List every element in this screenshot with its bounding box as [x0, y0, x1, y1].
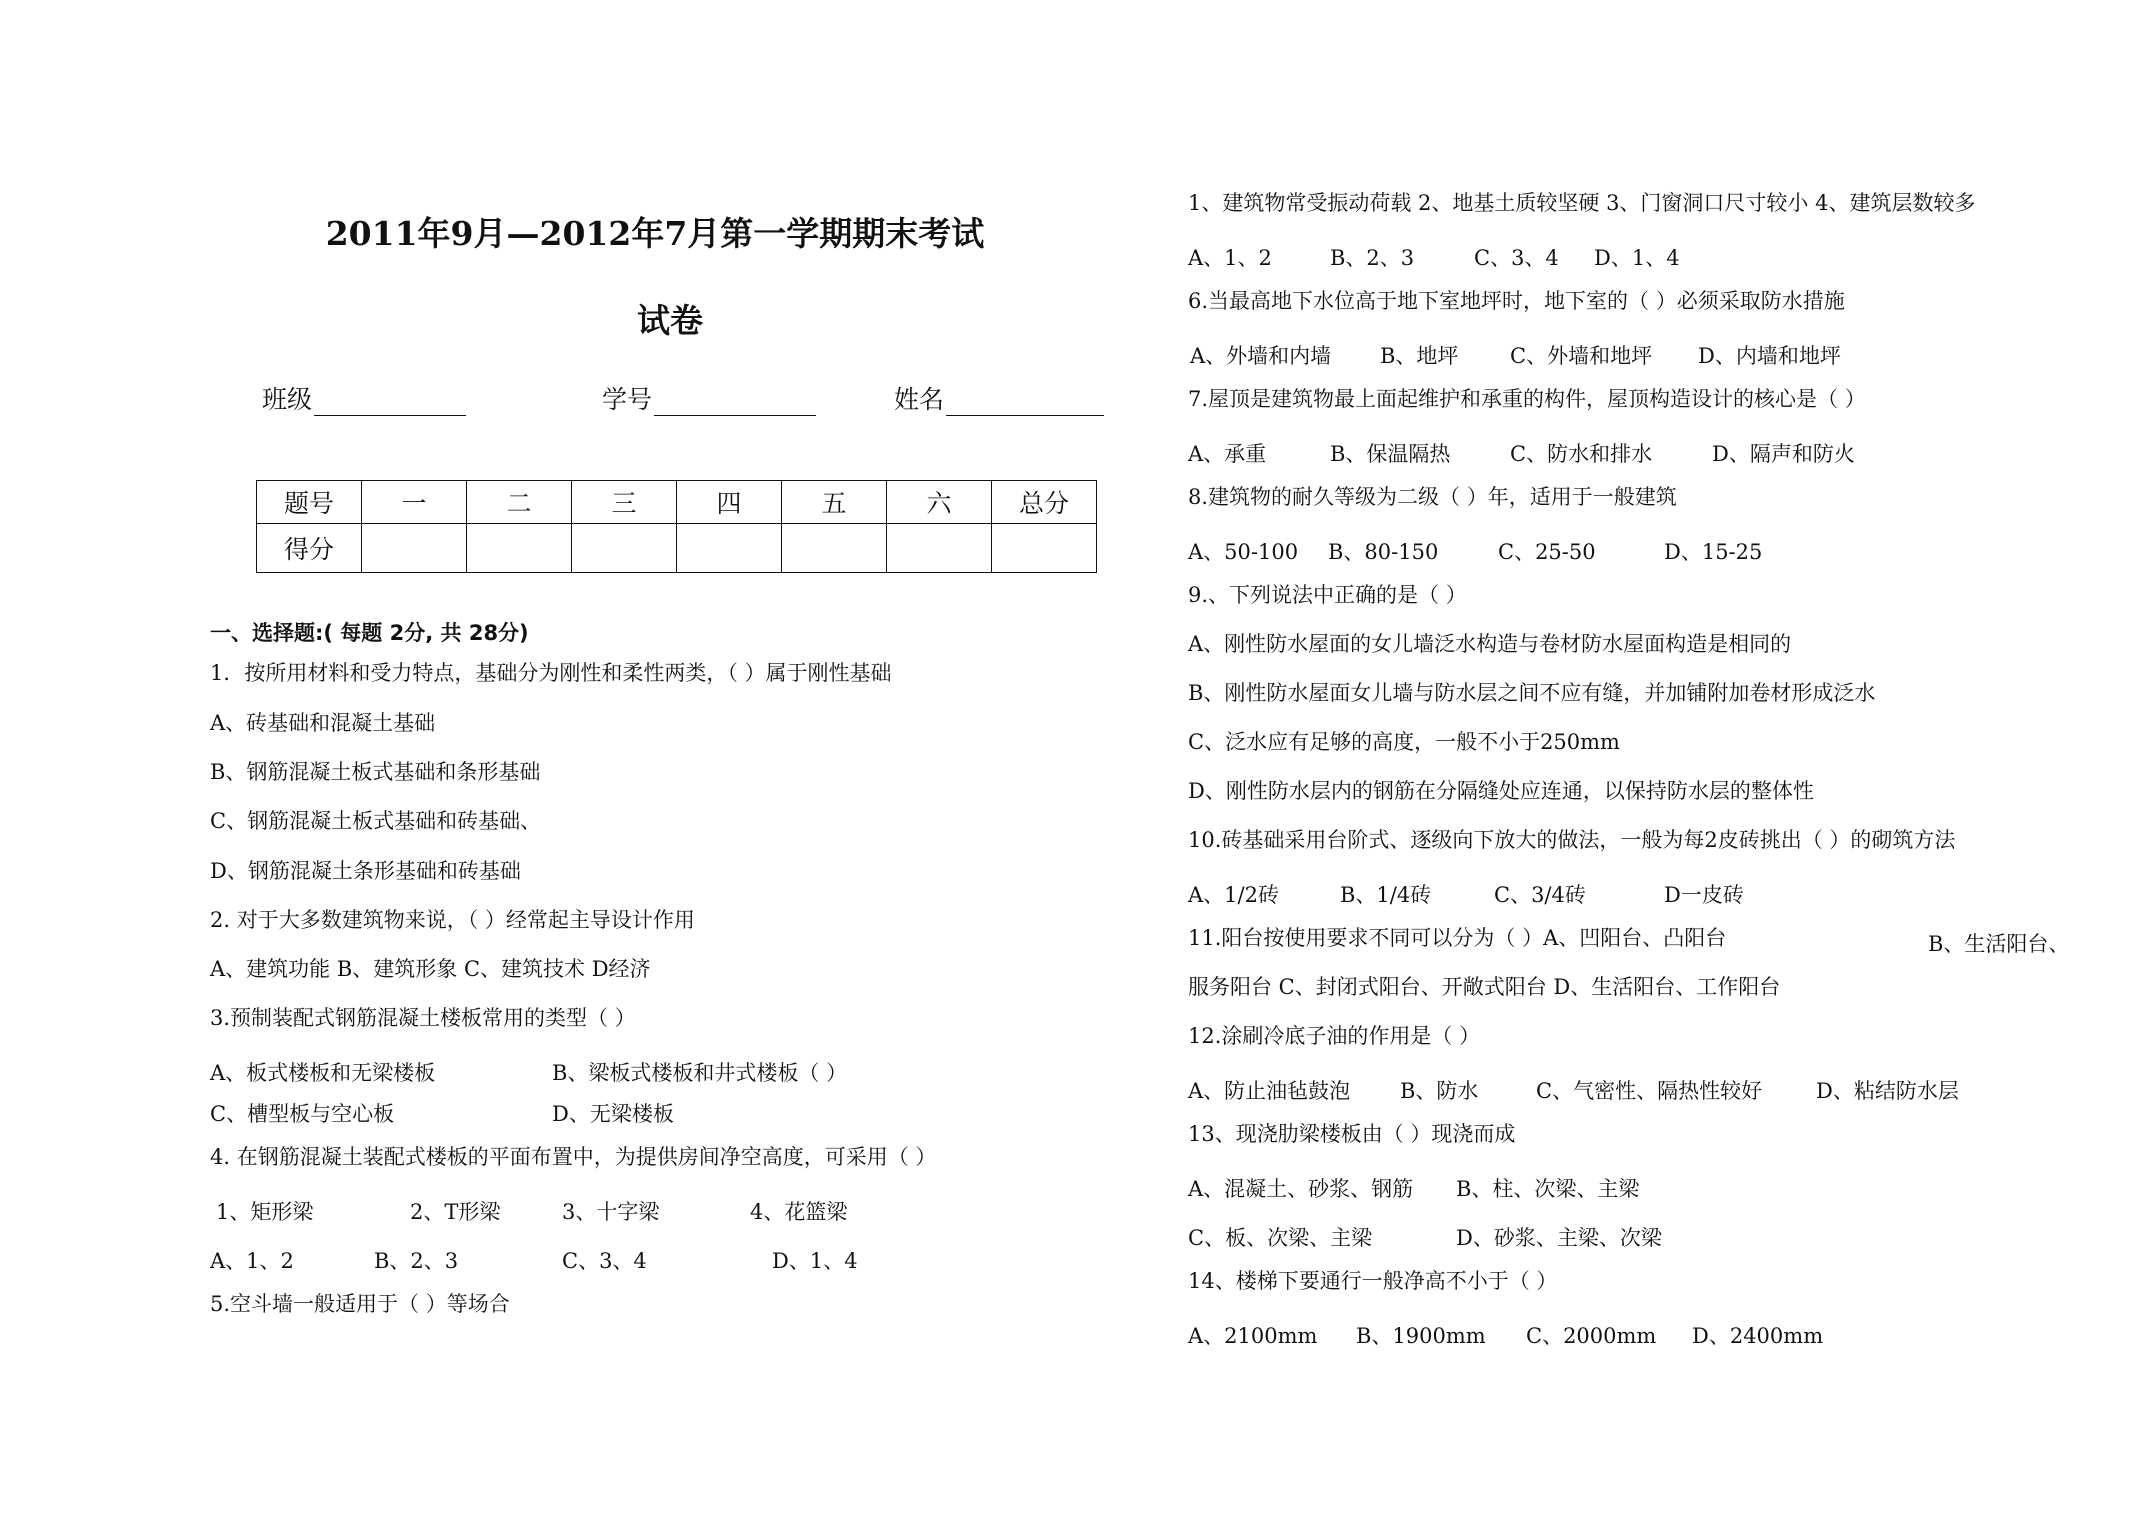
question-stem: 7.屋顶是建筑物最上面起维护和承重的构件，屋顶构造设计的核心是（ ） — [1188, 387, 1866, 411]
option-a: A、1/2砖 — [1188, 883, 1279, 907]
score-cell: 总分 — [992, 481, 1097, 524]
option-b: B、2、3 — [374, 1249, 459, 1273]
option-a: A、防止油毡鼓泡 — [1188, 1079, 1351, 1103]
student-id-field — [602, 380, 816, 416]
option-a: A、混凝土、砂浆、钢筋 — [1188, 1177, 1414, 1201]
option-b: B、生活阳台、 — [1928, 932, 2070, 956]
score-input-cell[interactable] — [992, 524, 1097, 573]
option-a: A、承重 — [1188, 442, 1267, 466]
student-id-blank[interactable] — [654, 391, 816, 416]
score-input-cell[interactable] — [887, 524, 992, 573]
question-stem: 5.空斗墙一般适用于（ ）等场合 — [210, 1292, 510, 1316]
option-a: A、1、2 — [210, 1249, 294, 1273]
option-line: A、建筑功能 B、建筑形象 C、建筑技术 D经济 — [210, 957, 651, 981]
item-line: 1、建筑物常受振动荷载 2、地基土质较坚硬 3、门窗洞口尺寸较小 4、建筑层数较多 — [1188, 191, 1976, 215]
item-3: 3、十字梁 — [562, 1200, 660, 1224]
option-d: D、15-25 — [1664, 540, 1763, 564]
item-2: 2、T形梁 — [410, 1200, 501, 1224]
option-b: B、2、3 — [1330, 246, 1415, 270]
question-stem: 12.涂刷冷底子油的作用是（ ） — [1188, 1024, 1481, 1048]
option-d: D、内墙和地坪 — [1698, 344, 1841, 368]
item-4: 4、花篮梁 — [750, 1200, 848, 1224]
score-cell: 六 — [887, 481, 992, 524]
option-d: D、无梁楼板 — [552, 1102, 674, 1126]
option-b: B、1/4砖 — [1340, 883, 1432, 907]
question-stem: 4. 在钢筋混凝土装配式楼板的平面布置中，为提供房间净空高度，可采用（ ） — [210, 1145, 937, 1169]
score-input-cell[interactable] — [677, 524, 782, 573]
question-stem: 1．按所用材料和受力特点，基础分为刚性和柔性两类，（ ）属于刚性基础 — [210, 661, 892, 685]
item-1: 1、矩形梁 — [216, 1200, 314, 1224]
option-b: B、地坪 — [1380, 344, 1459, 368]
option-d: D、砂浆、主梁、次梁 — [1456, 1226, 1662, 1250]
score-cell: 得分 — [257, 524, 362, 573]
student-id-label: 学号 — [602, 385, 653, 414]
class-blank[interactable] — [314, 391, 466, 416]
class-field — [262, 380, 466, 416]
option-b: B、刚性防水屋面女儿墙与防水层之间不应有缝，并加铺附加卷材形成泛水 — [1188, 681, 1876, 705]
score-table-header-row — [257, 481, 1097, 524]
question-stem: 8.建筑物的耐久等级为二级（ ）年，适用于一般建筑 — [1188, 485, 1677, 509]
score-input-cell[interactable] — [572, 524, 677, 573]
question-stem: 3.预制装配式钢筋混凝土楼板常用的类型（ ） — [210, 1006, 636, 1030]
score-cell: 一 — [362, 481, 467, 524]
score-input-cell[interactable] — [782, 524, 887, 573]
option-c: C、板、次梁、主梁 — [1188, 1226, 1373, 1250]
option-line: 服务阳台 C、封闭式阳台、开敞式阳台 D、生活阳台、工作阳台 — [1188, 975, 1781, 999]
question-stem: 2. 对于大多数建筑物来说，（ ）经常起主导设计作用 — [210, 908, 695, 932]
option-line: B、钢筋混凝土板式基础和条形基础 — [210, 760, 541, 784]
name-field — [894, 380, 1104, 416]
name-blank[interactable] — [946, 391, 1104, 416]
option-line: A、砖基础和混凝土基础 — [210, 711, 436, 735]
option-b: B、柱、次梁、主梁 — [1456, 1177, 1640, 1201]
option-line: C、钢筋混凝土板式基础和砖基础、 — [210, 809, 542, 833]
option-c: C、气密性、隔热性较好 — [1536, 1079, 1763, 1103]
option-c: C、3、4 — [1474, 246, 1559, 270]
option-b: B、保温隔热 — [1330, 442, 1451, 466]
option-d: D、刚性防水层内的钢筋在分隔缝处应连通，以保持防水层的整体性 — [1188, 779, 1814, 803]
option-d: D、1、4 — [1594, 246, 1680, 270]
option-d: D一皮砖 — [1664, 883, 1744, 907]
option-c: C、防水和排水 — [1510, 442, 1653, 466]
question-stem: 14、楼梯下要通行一般净高不小于（ ） — [1188, 1269, 1558, 1293]
option-c: C、25-50 — [1498, 540, 1596, 564]
exam-title: 2011年9月—2012年7月第一学期期末考试 — [325, 214, 985, 253]
score-table-score-row — [257, 524, 1097, 573]
option-a: A、刚性防水屋面的女儿墙泛水构造与卷材防水屋面构造是相同的 — [1188, 632, 1792, 656]
option-b: B、梁板式楼板和井式楼板（ ） — [552, 1061, 848, 1085]
option-b: B、防水 — [1400, 1079, 1479, 1103]
score-cell: 题号 — [257, 481, 362, 524]
option-b: B、1900mm — [1356, 1324, 1486, 1348]
section-heading: 一、选择题:( 每题 2分, 共 28分) — [210, 621, 529, 645]
question-stem: 13、现浇肋梁楼板由（ ）现浇而成 — [1188, 1122, 1516, 1146]
score-cell: 三 — [572, 481, 677, 524]
score-cell: 二 — [467, 481, 572, 524]
option-c: C、槽型板与空心板 — [210, 1102, 395, 1126]
question-stem: 9.、下列说法中正确的是（ ） — [1188, 583, 1467, 607]
option-d: D、2400mm — [1692, 1324, 1824, 1348]
question-stem: 10.砖基础采用台阶式、逐级向下放大的做法，一般为每2皮砖挑出（ ）的砌筑方法 — [1188, 828, 1956, 852]
option-c: C、3、4 — [562, 1249, 647, 1273]
score-cell: 五 — [782, 481, 887, 524]
score-input-cell[interactable] — [362, 524, 467, 573]
option-d: D、隔声和防火 — [1712, 442, 1855, 466]
exam-subtitle: 试卷 — [637, 301, 703, 340]
option-d: D、1、4 — [772, 1249, 858, 1273]
option-c: C、2000mm — [1526, 1324, 1657, 1348]
option-a: A、外墙和内墙 — [1190, 344, 1332, 368]
option-b: B、80-150 — [1328, 540, 1439, 564]
question-stem: 11.阳台按使用要求不同可以分为（ ）A、凹阳台、凸阳台 — [1188, 926, 1727, 950]
score-cell: 四 — [677, 481, 782, 524]
option-line: D、钢筋混凝土条形基础和砖基础 — [210, 859, 521, 883]
option-a: A、1、2 — [1188, 246, 1272, 270]
option-c: C、外墙和地坪 — [1510, 344, 1653, 368]
option-d: D、粘结防水层 — [1816, 1079, 1959, 1103]
option-a: A、2100mm — [1188, 1324, 1318, 1348]
option-c: C、泛水应有足够的高度，一般不小于250mm — [1188, 730, 1620, 754]
name-label: 姓名 — [894, 385, 945, 414]
question-stem: 6.当最高地下水位高于地下室地坪时，地下室的（ ）必须采取防水措施 — [1188, 289, 1845, 313]
score-input-cell[interactable] — [467, 524, 572, 573]
option-c: C、3/4砖 — [1494, 883, 1586, 907]
class-label: 班级 — [262, 385, 313, 414]
score-table — [256, 480, 1097, 573]
option-a: A、板式楼板和无梁楼板 — [210, 1061, 436, 1085]
option-a: A、50-100 — [1188, 540, 1299, 564]
